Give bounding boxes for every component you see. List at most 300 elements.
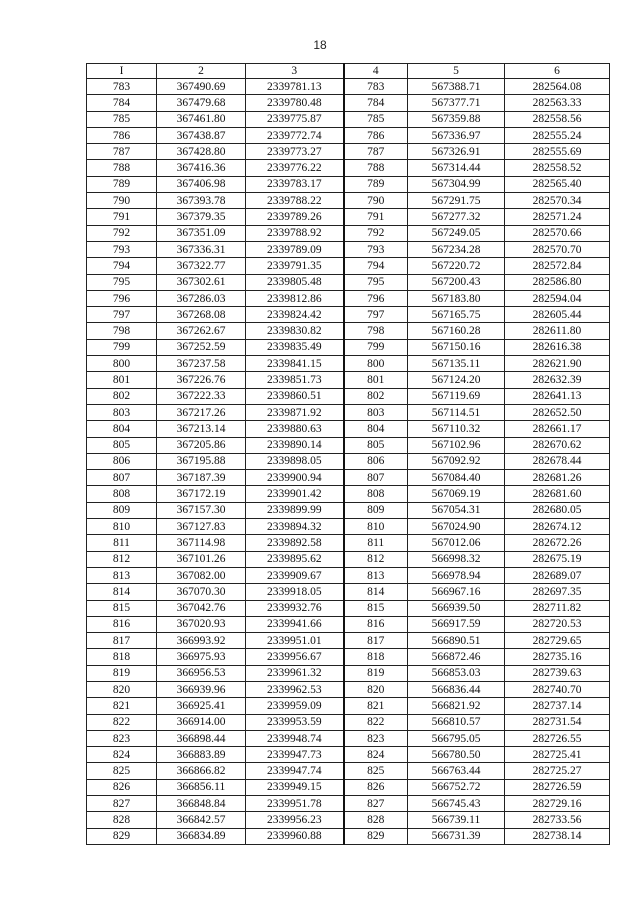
table-body (87, 79, 610, 845)
table-cell: 367042.76 (157, 600, 246, 616)
table-cell: 820 (344, 681, 408, 697)
table-cell: 567024.90 (408, 519, 505, 535)
table-row (87, 193, 610, 209)
table-cell: 367187.39 (157, 470, 246, 486)
table-cell: 829 (87, 828, 157, 844)
table-cell: 367438.87 (157, 127, 246, 143)
table-cell: 826 (344, 779, 408, 795)
table-cell: 2339773.27 (246, 144, 344, 160)
table-cell: 826 (87, 779, 157, 795)
table-cell: 567110.32 (408, 421, 505, 437)
table-cell: 796 (87, 290, 157, 306)
table-cell: 367351.09 (157, 225, 246, 241)
table-cell: 366914.00 (157, 714, 246, 730)
table-cell: 810 (344, 519, 408, 535)
table-cell: 282738.14 (505, 828, 610, 844)
table-cell: 794 (344, 258, 408, 274)
table-cell: 823 (87, 730, 157, 746)
table-cell: 567150.16 (408, 339, 505, 355)
table-cell: 2339835.49 (246, 339, 344, 355)
table-cell: 367157.30 (157, 502, 246, 518)
table-cell: 815 (87, 600, 157, 616)
table-cell: 282681.60 (505, 486, 610, 502)
table-cell: 566853.03 (408, 665, 505, 681)
table-cell: 566998.32 (408, 551, 505, 567)
table-cell: 784 (87, 95, 157, 111)
table-row (87, 616, 610, 632)
table-row (87, 372, 610, 388)
table-cell: 801 (344, 372, 408, 388)
table-cell: 282652.50 (505, 404, 610, 420)
table-cell: 567326.91 (408, 144, 505, 160)
table-cell: 790 (344, 193, 408, 209)
table-cell: 567359.88 (408, 111, 505, 127)
table-cell: 818 (344, 649, 408, 665)
table-row (87, 698, 610, 714)
table-cell: 2339830.82 (246, 323, 344, 339)
table-cell: 824 (87, 747, 157, 763)
table-cell: 567388.71 (408, 79, 505, 95)
table-cell: 282621.90 (505, 356, 610, 372)
table-cell: 366898.44 (157, 730, 246, 746)
table-row (87, 665, 610, 681)
table-cell: 282681.26 (505, 470, 610, 486)
table-row (87, 339, 610, 355)
table-cell: 366848.84 (157, 796, 246, 812)
table-cell: 282565.40 (505, 176, 610, 192)
table-row (87, 79, 610, 95)
table-cell: 807 (344, 470, 408, 486)
table-cell: 2339805.48 (246, 274, 344, 290)
table-cell: 786 (87, 127, 157, 143)
table-cell: 2339941.66 (246, 616, 344, 632)
table-row (87, 779, 610, 795)
table-cell: 566795.05 (408, 730, 505, 746)
table-cell: 804 (87, 421, 157, 437)
table-cell: 282605.44 (505, 307, 610, 323)
table-cell: 567114.51 (408, 404, 505, 420)
table-cell: 821 (344, 698, 408, 714)
table-cell: 367195.88 (157, 453, 246, 469)
table-cell: 567314.44 (408, 160, 505, 176)
table-cell: 2339960.88 (246, 828, 344, 844)
table-cell: 366993.92 (157, 633, 246, 649)
column-header: 5 (408, 64, 505, 79)
table-cell: 566967.16 (408, 584, 505, 600)
table-cell: 367461.80 (157, 111, 246, 127)
table-row (87, 209, 610, 225)
table-cell: 367379.35 (157, 209, 246, 225)
table-cell: 2339860.51 (246, 388, 344, 404)
table-cell: 2339956.67 (246, 649, 344, 665)
table-cell: 566939.50 (408, 600, 505, 616)
table-row (87, 95, 610, 111)
table-cell: 2339947.73 (246, 747, 344, 763)
table-row (87, 404, 610, 420)
table-cell: 2339895.62 (246, 551, 344, 567)
table-cell: 2339890.14 (246, 437, 344, 453)
table-cell: 567291.75 (408, 193, 505, 209)
table-cell: 366842.57 (157, 812, 246, 828)
table-cell: 813 (87, 567, 157, 583)
table-cell: 566917.59 (408, 616, 505, 632)
table-cell: 567135.11 (408, 356, 505, 372)
table-cell: 566810.57 (408, 714, 505, 730)
table-cell: 282689.07 (505, 567, 610, 583)
table-cell: 366939.96 (157, 681, 246, 697)
column-header: 2 (157, 64, 246, 79)
table-cell: 2339871.92 (246, 404, 344, 420)
table-cell: 366956.53 (157, 665, 246, 681)
table-cell: 2339776.22 (246, 160, 344, 176)
table-cell: 820 (87, 681, 157, 697)
table-cell: 282670.62 (505, 437, 610, 453)
table-cell: 2339901.42 (246, 486, 344, 502)
table-cell: 567084.40 (408, 470, 505, 486)
table-cell: 2339956.23 (246, 812, 344, 828)
table-cell: 808 (87, 486, 157, 502)
table-cell: 367322.77 (157, 258, 246, 274)
table-cell: 282672.26 (505, 535, 610, 551)
table-cell: 567183.80 (408, 290, 505, 306)
table-row (87, 111, 610, 127)
table-cell: 566745.43 (408, 796, 505, 812)
table-cell: 367490.69 (157, 79, 246, 95)
table-row (87, 176, 610, 192)
table-row (87, 160, 610, 176)
table-cell: 282564.08 (505, 79, 610, 95)
table-row (87, 144, 610, 160)
table-cell: 367222.33 (157, 388, 246, 404)
table-cell: 282711.82 (505, 600, 610, 616)
table-cell: 828 (344, 812, 408, 828)
table-cell: 567234.28 (408, 241, 505, 257)
table-cell: 2339892.58 (246, 535, 344, 551)
table-cell: 2339824.42 (246, 307, 344, 323)
table-cell: 566731.39 (408, 828, 505, 844)
table-cell: 282616.38 (505, 339, 610, 355)
table-cell: 282739.63 (505, 665, 610, 681)
table-cell: 367237.58 (157, 356, 246, 372)
table-cell: 809 (344, 502, 408, 518)
table-cell: 367252.59 (157, 339, 246, 355)
table-row (87, 567, 610, 583)
table-cell: 793 (87, 241, 157, 257)
table-cell: 805 (344, 437, 408, 453)
table-cell: 566836.44 (408, 681, 505, 697)
table-cell: 566780.50 (408, 747, 505, 763)
table-cell: 367114.98 (157, 535, 246, 551)
table-row (87, 258, 610, 274)
table-row (87, 453, 610, 469)
table-cell: 367020.93 (157, 616, 246, 632)
table-cell: 366975.93 (157, 649, 246, 665)
table-cell: 282678.44 (505, 453, 610, 469)
table-row (87, 600, 610, 616)
table-cell: 567092.92 (408, 453, 505, 469)
table-cell: 2339909.67 (246, 567, 344, 583)
table-cell: 816 (87, 616, 157, 632)
table-cell: 2339780.48 (246, 95, 344, 111)
table-cell: 282558.56 (505, 111, 610, 127)
table-cell: 792 (87, 225, 157, 241)
table-cell: 367172.19 (157, 486, 246, 502)
table-cell: 803 (87, 404, 157, 420)
table-cell: 567160.28 (408, 323, 505, 339)
table-cell: 2339962.53 (246, 681, 344, 697)
column-header: 6 (505, 64, 610, 79)
table-cell: 790 (87, 193, 157, 209)
table-cell: 567165.75 (408, 307, 505, 323)
table-cell: 367127.83 (157, 519, 246, 535)
table-cell: 2339851.73 (246, 372, 344, 388)
table-cell: 812 (344, 551, 408, 567)
table-row (87, 127, 610, 143)
table-cell: 819 (87, 665, 157, 681)
table-cell: 822 (87, 714, 157, 730)
table-cell: 282555.24 (505, 127, 610, 143)
table-cell: 822 (344, 714, 408, 730)
table-row (87, 307, 610, 323)
table-cell: 786 (344, 127, 408, 143)
table-cell: 282720.53 (505, 616, 610, 632)
table-cell: 566872.46 (408, 649, 505, 665)
table-cell: 2339951.78 (246, 796, 344, 812)
table-cell: 785 (87, 111, 157, 127)
table-cell: 819 (344, 665, 408, 681)
table-row (87, 730, 610, 746)
table-cell: 2339789.26 (246, 209, 344, 225)
table-cell: 282570.34 (505, 193, 610, 209)
table-cell: 366856.11 (157, 779, 246, 795)
table-cell: 282555.69 (505, 144, 610, 160)
table-cell: 824 (344, 747, 408, 763)
table-row (87, 356, 610, 372)
table-cell: 2339775.87 (246, 111, 344, 127)
table-cell: 282563.33 (505, 95, 610, 111)
table-cell: 367262.67 (157, 323, 246, 339)
table-cell: 567277.32 (408, 209, 505, 225)
table-cell: 282740.70 (505, 681, 610, 697)
table-cell: 2339791.35 (246, 258, 344, 274)
table-header-row (87, 64, 610, 79)
table-cell: 282572.84 (505, 258, 610, 274)
table-cell: 567249.05 (408, 225, 505, 241)
table-cell: 282680.05 (505, 502, 610, 518)
table-cell: 818 (87, 649, 157, 665)
table-cell: 796 (344, 290, 408, 306)
table-cell: 2339948.74 (246, 730, 344, 746)
table-cell: 2339894.32 (246, 519, 344, 535)
table-cell: 2339949.15 (246, 779, 344, 795)
table-row (87, 633, 610, 649)
table-cell: 367070.30 (157, 584, 246, 600)
table-cell: 282570.66 (505, 225, 610, 241)
table-cell: 789 (344, 176, 408, 192)
table-cell: 813 (344, 567, 408, 583)
table-row (87, 421, 610, 437)
table-cell: 566752.72 (408, 779, 505, 795)
table-cell: 807 (87, 470, 157, 486)
table-cell: 802 (87, 388, 157, 404)
table-cell: 792 (344, 225, 408, 241)
table-cell: 366925.41 (157, 698, 246, 714)
table-cell: 282632.39 (505, 372, 610, 388)
table-cell: 798 (87, 323, 157, 339)
table-cell: 282571.24 (505, 209, 610, 225)
table-cell: 794 (87, 258, 157, 274)
table-row (87, 274, 610, 290)
table-cell: 282611.80 (505, 323, 610, 339)
table-cell: 805 (87, 437, 157, 453)
table-cell: 2339841.15 (246, 356, 344, 372)
table-cell: 2339900.94 (246, 470, 344, 486)
table-cell: 808 (344, 486, 408, 502)
table-row (87, 486, 610, 502)
table-cell: 566978.94 (408, 567, 505, 583)
table-cell: 2339947.74 (246, 763, 344, 779)
table-row (87, 681, 610, 697)
table-row (87, 747, 610, 763)
table-cell: 825 (344, 763, 408, 779)
table-row (87, 649, 610, 665)
table-cell: 282586.80 (505, 274, 610, 290)
table-row (87, 470, 610, 486)
table-row (87, 551, 610, 567)
table-row (87, 388, 610, 404)
table-cell: 367479.68 (157, 95, 246, 111)
table-cell: 367268.08 (157, 307, 246, 323)
table-cell: 367205.86 (157, 437, 246, 453)
table-row (87, 714, 610, 730)
table-cell: 795 (87, 274, 157, 290)
table-cell: 2339788.22 (246, 193, 344, 209)
table-cell: 282729.65 (505, 633, 610, 649)
table-cell: 367101.26 (157, 551, 246, 567)
table-cell: 567200.43 (408, 274, 505, 290)
table-cell: 817 (344, 633, 408, 649)
table-cell: 797 (344, 307, 408, 323)
table-cell: 821 (87, 698, 157, 714)
table-cell: 812 (87, 551, 157, 567)
table-cell: 367336.31 (157, 241, 246, 257)
page-number: 18 (313, 38, 327, 52)
table-cell: 567220.72 (408, 258, 505, 274)
table-cell: 791 (87, 209, 157, 225)
table-cell: 787 (344, 144, 408, 160)
table-cell: 817 (87, 633, 157, 649)
table-cell: 800 (344, 356, 408, 372)
table-row (87, 225, 610, 241)
table-cell: 367286.03 (157, 290, 246, 306)
table-cell: 366883.89 (157, 747, 246, 763)
table-cell: 282726.55 (505, 730, 610, 746)
table-cell: 806 (344, 453, 408, 469)
table-cell: 811 (344, 535, 408, 551)
table-cell: 567304.99 (408, 176, 505, 192)
table-cell: 2339898.05 (246, 453, 344, 469)
table-row (87, 584, 610, 600)
table-cell: 809 (87, 502, 157, 518)
coordinates-table (86, 63, 610, 845)
table-cell: 366834.89 (157, 828, 246, 844)
table-cell: 795 (344, 274, 408, 290)
table-cell: 783 (87, 79, 157, 95)
table-cell: 567336.97 (408, 127, 505, 143)
table-cell: 2339959.09 (246, 698, 344, 714)
table-cell: 282725.41 (505, 747, 610, 763)
table-row (87, 290, 610, 306)
table-row (87, 828, 610, 844)
table-cell: 282729.16 (505, 796, 610, 812)
table-cell: 2339788.92 (246, 225, 344, 241)
table-cell: 567012.06 (408, 535, 505, 551)
table-row (87, 437, 610, 453)
column-header: I (87, 64, 157, 79)
table-cell: 802 (344, 388, 408, 404)
table-cell: 282733.56 (505, 812, 610, 828)
table-cell: 282735.16 (505, 649, 610, 665)
table-cell: 785 (344, 111, 408, 127)
table-cell: 282674.12 (505, 519, 610, 535)
table-cell: 367302.61 (157, 274, 246, 290)
table-cell: 367393.78 (157, 193, 246, 209)
table-cell: 282675.19 (505, 551, 610, 567)
table-cell: 2339781.13 (246, 79, 344, 95)
table-cell: 815 (344, 600, 408, 616)
table-cell: 282594.04 (505, 290, 610, 306)
table-cell: 567377.71 (408, 95, 505, 111)
table-cell: 282726.59 (505, 779, 610, 795)
table-cell: 2339961.32 (246, 665, 344, 681)
table-cell: 367213.14 (157, 421, 246, 437)
table-cell: 806 (87, 453, 157, 469)
table-cell: 825 (87, 763, 157, 779)
table-cell: 2339918.05 (246, 584, 344, 600)
table-cell: 799 (344, 339, 408, 355)
table-cell: 827 (344, 796, 408, 812)
table-cell: 814 (344, 584, 408, 600)
table-row (87, 241, 610, 257)
table-cell: 566821.92 (408, 698, 505, 714)
table-cell: 567069.19 (408, 486, 505, 502)
table-cell: 367082.00 (157, 567, 246, 583)
table-cell: 803 (344, 404, 408, 420)
table-cell: 2339783.17 (246, 176, 344, 192)
table-cell: 2339772.74 (246, 127, 344, 143)
table-cell: 282641.13 (505, 388, 610, 404)
table-cell: 366866.82 (157, 763, 246, 779)
table-row (87, 812, 610, 828)
table-cell: 282731.54 (505, 714, 610, 730)
table-cell: 367428.80 (157, 144, 246, 160)
table-cell: 367416.36 (157, 160, 246, 176)
table-cell: 2339951.01 (246, 633, 344, 649)
table-cell: 367406.98 (157, 176, 246, 192)
table-cell: 788 (344, 160, 408, 176)
table-cell: 810 (87, 519, 157, 535)
table-cell: 282558.52 (505, 160, 610, 176)
table-cell: 2339932.76 (246, 600, 344, 616)
column-header: 3 (246, 64, 344, 79)
column-header: 4 (344, 64, 408, 79)
table-cell: 567102.96 (408, 437, 505, 453)
table-cell: 2339812.86 (246, 290, 344, 306)
table-cell: 823 (344, 730, 408, 746)
table-cell: 566890.51 (408, 633, 505, 649)
table-cell: 367217.26 (157, 404, 246, 420)
table-row (87, 763, 610, 779)
